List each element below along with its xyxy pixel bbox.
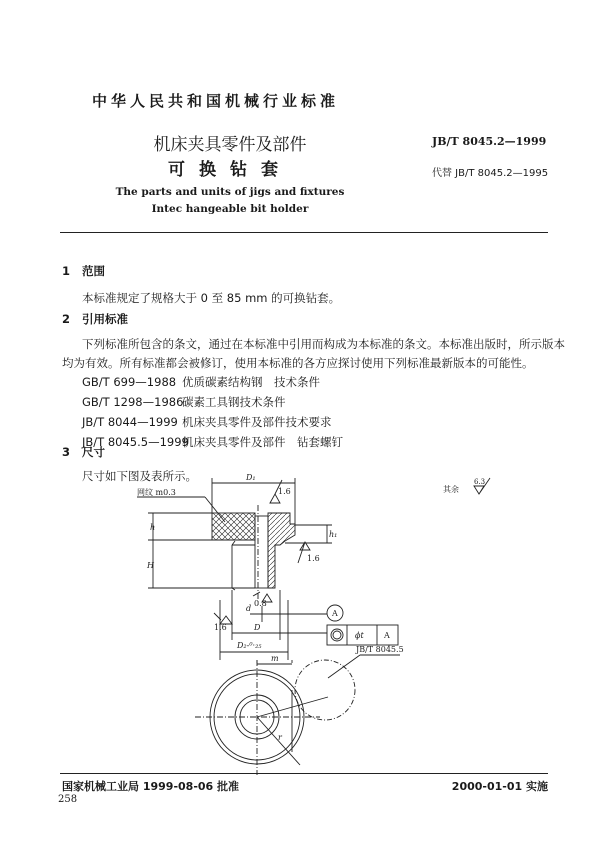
datum-A: A (332, 609, 338, 618)
english-title-2: Intec hangeable bit holder (151, 203, 309, 215)
effective-date: 2000-01-01 实施 (451, 780, 548, 793)
rest-roughness: 6.3 (474, 478, 486, 486)
tolerance-value: ϕt (355, 631, 364, 640)
english-title-1: The parts and units of jigs and fixtures (115, 186, 345, 198)
reference-item: JB/T 8045.5—1999机床夹具零件及部件 钻套螺钉 (82, 435, 343, 449)
title-line-2: 可换钻套 (168, 160, 292, 180)
screw-reference: JB/T 8045.5 (356, 645, 404, 654)
title-line-1: 机床夹具零件及部件 (153, 135, 307, 155)
tolerance-datum: A (384, 631, 390, 640)
roughness-1.6-outer: 1.6 (214, 623, 227, 632)
label-r: r (278, 733, 282, 742)
label-D2: D₂-⁰·₂₅ (237, 641, 262, 650)
section-2-heading: 2 引用标准 (62, 312, 128, 326)
knurled-collar (212, 513, 255, 540)
label-D1: D₁ (246, 473, 256, 482)
reference-item: JB/T 8044—1999 机床夹具零件及部件技术要求 (82, 415, 332, 429)
roughness-1.6-top: 1.6 (278, 487, 291, 496)
replaces-note: 代替 JB/T 8045.2—1995 (432, 168, 549, 179)
section-1-paragraph: 本标准规定了规格大于 0 至 85 mm 的可换钻套。 (82, 291, 341, 305)
section-1-heading: 1 范围 (62, 264, 105, 278)
roughness-0.8: 0.8 (254, 599, 267, 608)
standard-code: JB/T 8045.2—1999 (432, 135, 547, 148)
section-3-heading: 3 尺寸 (62, 445, 105, 459)
label-h1: h₁ (329, 530, 338, 539)
label-m: m (271, 654, 279, 663)
label-d: d (246, 604, 252, 613)
label-h: h (150, 523, 156, 532)
rest-label: 其余 (443, 485, 459, 494)
section-2-paragraph-2: 均为有效。所有标准都会被修订，使用本标准的各方应探讨使用下列标准最新版本的可能性。 (62, 356, 534, 370)
section-3-paragraph: 尺寸如下图及表所示。 (82, 469, 197, 483)
issuer: 国家机械工业局 1999-08-06 批准 (62, 780, 240, 793)
standard-category: 中华人民共和国机械行业标准 (92, 92, 340, 110)
roughness-1.6-flange: 1.6 (307, 554, 320, 563)
knurl-note: 网纹 m0.3 (137, 488, 176, 497)
page-number: 258 (58, 794, 78, 805)
label-D: D (254, 623, 261, 632)
footer-rule (60, 773, 548, 774)
reference-item: GB/T 1298—1986碳素工具钢技术条件 (82, 395, 286, 409)
label-H: H (147, 561, 154, 570)
section-2-paragraph-1: 下列标准所包含的条文，通过在本标准中引用而构成为本标准的条文。本标准出版时，所示版本 (82, 337, 565, 351)
reference-item: GB/T 699—1988 优质碳素结构钢 技术条件 (82, 375, 320, 389)
